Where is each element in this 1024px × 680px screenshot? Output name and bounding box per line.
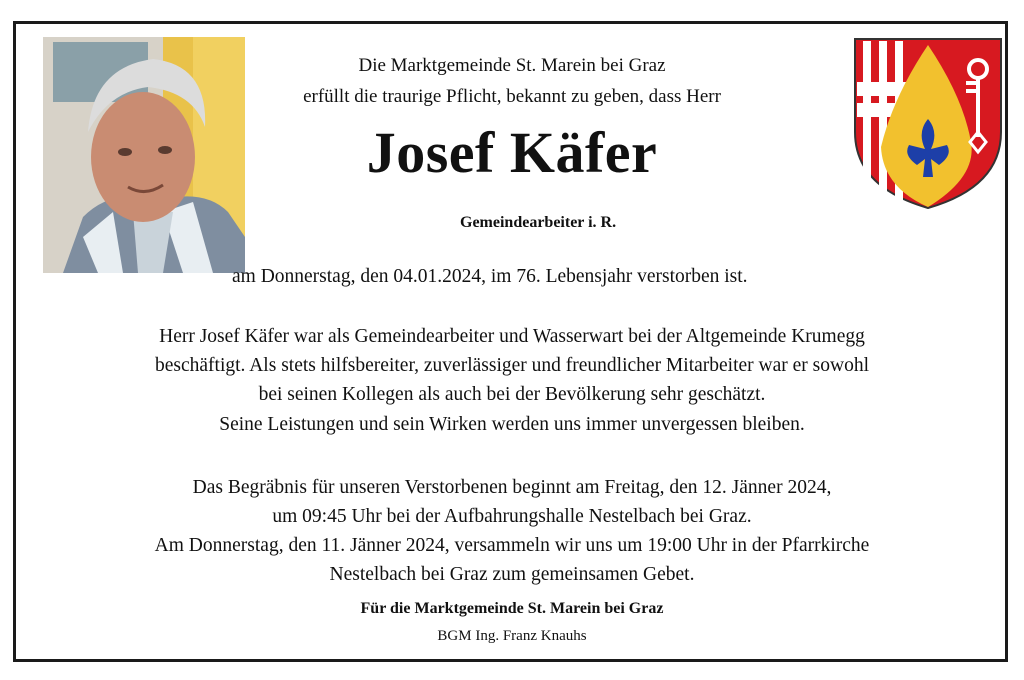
funeral-line-3: Am Donnerstag, den 11. Jänner 2024, versammeln wir uns um 19:00 Uhr in der Pfarrkirche bbox=[154, 535, 870, 556]
header-line-2: erfüllt die traurige Pflicht, bekannt zu geben, dass Herr bbox=[303, 86, 721, 107]
funeral-line-2: um 09:45 Uhr bei der Aufbahrungshalle Nestelbach bei Graz. bbox=[272, 506, 752, 527]
header-line-1: Die Marktgemeinde St. Marein bei Graz bbox=[358, 55, 666, 76]
signature-organization: Für die Marktgemeinde St. Marein bei Graz bbox=[360, 600, 664, 617]
funeral-line-4: Nestelbach bei Graz zum gemeinsamen Gebet. bbox=[329, 564, 695, 585]
tribute-line-1: Herr Josef Käfer war als Gemeindearbeiter und Wasserwart bei der Altgemeinde Krumegg bbox=[159, 326, 865, 347]
signature-person: BGM Ing. Franz Knauhs bbox=[437, 628, 587, 644]
tribute-line-2: beschäftigt. Als stets hilfsbereiter, zuverlässiger und freundlicher Mitarbeiter war er sowohl bbox=[155, 355, 869, 376]
death-notice-line: am Donnerstag, den 04.01.2024, im 76. Lebensjahr verstorben ist. bbox=[232, 266, 748, 287]
deceased-name: Josef Käfer bbox=[366, 120, 658, 185]
funeral-line-1: Das Begräbnis für unseren Verstorbenen beginnt am Freitag, den 12. Jänner 2024, bbox=[192, 477, 832, 498]
tribute-line-3: bei seinen Kollegen als auch bei der Bevölkerung sehr geschätzt. bbox=[258, 384, 766, 405]
tribute-line-4: Seine Leistungen und sein Wirken werden uns immer unvergessen bleiben. bbox=[219, 414, 805, 435]
deceased-title: Gemeindearbeiter i. R. bbox=[460, 214, 617, 231]
